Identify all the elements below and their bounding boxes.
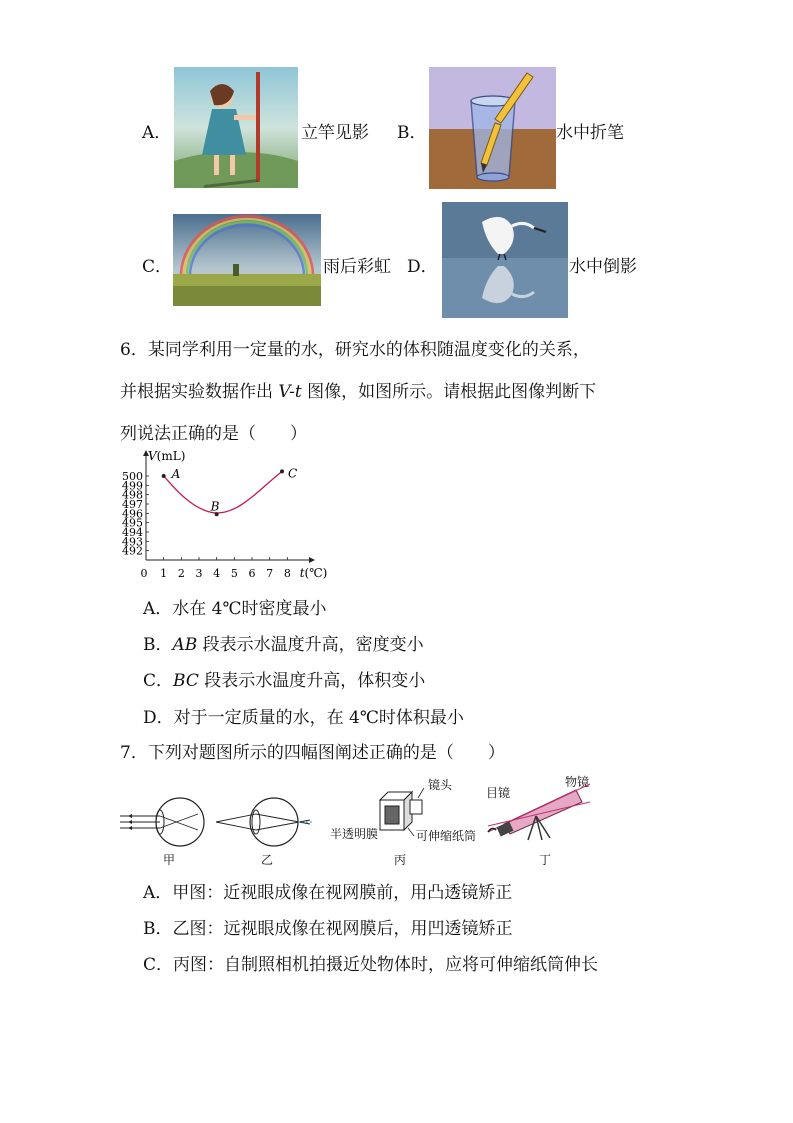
egret-reflection-image	[442, 202, 568, 318]
q6-stem-var: V-t	[278, 382, 302, 402]
q7-option-b	[143, 914, 513, 939]
y-tick-label: 493	[122, 535, 143, 549]
q7-option-a-letter: A．	[143, 883, 173, 903]
q7-stem: 7．下列对题图所示的四幅图阐述正确的是（ ）	[120, 743, 505, 763]
y-axis-label: V(mL)	[148, 449, 186, 463]
camera-label-film: 半透明膜	[330, 827, 379, 841]
point-c	[280, 469, 284, 473]
q6-option-c-letter: C．	[143, 671, 174, 691]
q6-option-c-var: BC	[173, 671, 199, 691]
figure-label-yi: 乙	[261, 853, 274, 867]
y-tick-label: 496	[122, 507, 143, 521]
q5-option-b-caption: 水中折笔	[556, 123, 624, 143]
q6-option-b-text: 段表示水温度升高，密度变小	[197, 635, 424, 655]
q7-option-c-letter: C．	[143, 955, 174, 975]
q5-option-d-letter: D．	[407, 257, 438, 277]
figure-label-jia: 甲	[163, 853, 176, 867]
q7-option-a-text: 甲图：近视眼成像在视网膜前，用凸透镜矫正	[172, 883, 513, 903]
q5-option-a-letter: A．	[142, 123, 172, 143]
point-label-b: B	[210, 499, 220, 514]
point-label-a: A	[171, 467, 181, 481]
q6-stem-line2-b: 图像，如图所示。请根据此图像判断下	[301, 382, 597, 402]
q6-option-b-letter: B．	[143, 635, 173, 655]
x-tick-label: 4	[213, 567, 221, 580]
q6-stem-line3: 列说法正确的是（ ）	[120, 424, 307, 444]
x-tick-label: 6	[248, 567, 256, 580]
pencil-in-water-glass-image	[429, 67, 556, 189]
y-tick-label: 500	[122, 470, 143, 483]
q5-option-c-caption: 雨后彩虹	[323, 257, 391, 277]
x-tick-label: 7	[266, 567, 274, 580]
q6-option-b-var: AB	[172, 635, 198, 655]
x-tick-label: 2	[177, 567, 185, 580]
point-a	[162, 474, 166, 478]
q6-option-d	[143, 703, 464, 728]
q6-option-c	[143, 666, 425, 691]
q5-option-b-letter: B．	[397, 123, 427, 143]
rainbow-field-image	[173, 214, 321, 306]
vt-curve	[164, 471, 282, 513]
figure-label-ding: 丁	[539, 853, 552, 867]
x-tick-label: 3	[195, 567, 203, 580]
vt-chart	[115, 448, 335, 583]
myopia-eye-diagram	[118, 794, 208, 852]
y-tick-label: 494	[122, 526, 143, 539]
camera-label-lens: 镜头	[428, 778, 453, 792]
y-tick-label: 498	[122, 488, 143, 502]
q6-option-a-letter: A．	[143, 599, 173, 619]
x-axis-arrow	[309, 557, 315, 563]
q6-option-a-text: 水在 4℃时密度最小	[172, 599, 327, 619]
q6-option-d-letter: D．	[143, 708, 174, 728]
x-tick-label: 0	[140, 567, 148, 580]
x-tick-label: 8	[283, 567, 291, 580]
figure-label-bing: 丙	[394, 853, 407, 867]
x-tick-label: 1	[160, 567, 168, 580]
q7-option-c-text: 丙图：自制照相机拍摄近处物体时，应将可伸缩纸筒伸长	[173, 955, 599, 975]
q6-stem-line2	[120, 377, 596, 402]
q5-option-d-caption: 水中倒影	[569, 257, 637, 277]
q5-option-c-letter: C．	[142, 257, 173, 277]
q6-option-d-text: 对于一定质量的水，在 4℃时体积最小	[173, 708, 464, 728]
telescope-label-objective: 物镜	[565, 775, 590, 789]
q6-stem-line1: 6．某同学利用一定量的水，研究水的体积随温度变化的关系，	[120, 340, 590, 360]
q6-option-c-text: 段表示水温度升高，体积变小	[198, 671, 426, 691]
y-tick-label: 497	[122, 498, 143, 511]
camera-label-tube: 可伸缩纸筒	[416, 829, 477, 843]
q6-option-b	[143, 630, 424, 655]
q6-option-a	[143, 594, 327, 619]
y-tick-label: 495	[122, 516, 143, 530]
girl-with-pole-image	[174, 67, 298, 188]
q7-option-c	[143, 950, 598, 975]
point-label-c: C	[288, 466, 298, 481]
hyperopia-eye-diagram	[214, 794, 314, 852]
telescope-label-eyepiece: 目镜	[486, 786, 511, 800]
y-tick-label: 499	[122, 479, 143, 493]
x-axis-label: t(℃)	[299, 566, 328, 580]
y-tick-label: 492	[122, 544, 143, 558]
q5-option-a-caption: 立竿见影	[301, 123, 369, 143]
q7-option-b-text: 乙图：远视眼成像在视网膜后，用凹透镜矫正	[172, 919, 513, 939]
q7-option-b-letter: B．	[143, 919, 173, 939]
q7-option-a	[143, 878, 512, 903]
q6-stem-line2-a: 并根据实验数据作出	[120, 382, 279, 402]
x-tick-label: 5	[230, 567, 238, 580]
